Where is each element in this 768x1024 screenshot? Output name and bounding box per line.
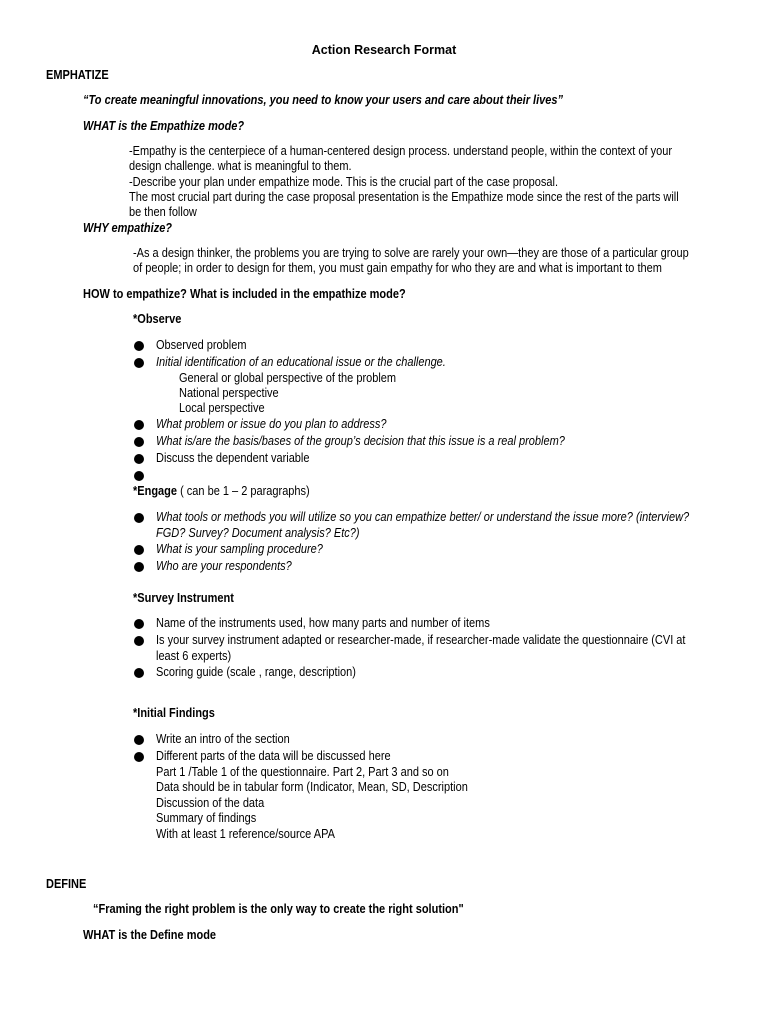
bullet-icon bbox=[134, 358, 144, 368]
document-title: Action Research Format bbox=[311, 43, 457, 57]
observe-item-1: Observed problem bbox=[156, 338, 247, 352]
findings-item-1: Write an intro of the section bbox=[156, 732, 290, 746]
bullet-icon bbox=[134, 636, 144, 646]
observe-item-5: Discuss the dependent variable bbox=[156, 451, 310, 465]
observe-item-2: Initial identification of an educational issue or the challenge. bbox=[156, 355, 446, 369]
bullet-icon bbox=[134, 513, 144, 523]
observe-heading: *Observe bbox=[133, 312, 182, 326]
findings-cont-3: Discussion of the data bbox=[156, 796, 265, 810]
emphatize-heading: EMPHATIZE bbox=[46, 68, 109, 82]
engage-item-2: What is your sampling procedure? bbox=[156, 542, 323, 556]
engage-item-3: Who are your respondents? bbox=[156, 559, 292, 573]
what-line-1: -Empathy is the centerpiece of a human-centered design process. understand people, within the context of your bbox=[129, 144, 672, 158]
survey-item-2-line-2: least 6 experts) bbox=[156, 649, 232, 663]
what-line-3: -Describe your plan under empathize mode. This is the crucial part of the case proposal. bbox=[129, 175, 559, 189]
what-line-2: design challenge. what is meaningful to them. bbox=[129, 159, 352, 173]
emphatize-quote: “To create meaningful innovations, you need to know your users and care about their lives” bbox=[83, 93, 564, 107]
findings-cont-2: Data should be in tabular form (Indicator, Mean, SD, Description bbox=[156, 780, 468, 794]
engage-heading-line bbox=[133, 484, 310, 499]
bullet-icon bbox=[134, 668, 144, 678]
findings-heading: *Initial Findings bbox=[133, 706, 215, 720]
how-empathize-heading: HOW to empathize? What is included in the empathize mode? bbox=[83, 287, 406, 301]
observe-sub-2: National perspective bbox=[179, 386, 279, 400]
survey-item-3: Scoring guide (scale , range, description) bbox=[156, 665, 356, 679]
define-heading: DEFINE bbox=[46, 877, 87, 891]
why-line-2: of people; in order to design for them, you must gain empathy for who they are and what is important to them bbox=[133, 261, 662, 275]
define-quote: “Framing the right problem is the only way to create the right solution" bbox=[93, 902, 464, 916]
bullet-icon bbox=[134, 735, 144, 745]
findings-cont-4: Summary of findings bbox=[156, 811, 257, 825]
observe-item-4: What is/are the basis/bases of the group’s decision that this issue is a real problem? bbox=[156, 434, 565, 448]
bullet-icon bbox=[134, 437, 144, 447]
observe-item-3: What problem or issue do you plan to address? bbox=[156, 417, 387, 431]
engage-note: ( can be 1 – 2 paragraphs) bbox=[177, 484, 310, 498]
engage-item-1-line-2: FGD? Survey? Document analysis? Etc?) bbox=[156, 526, 360, 540]
engage-heading: *Engage bbox=[133, 484, 178, 498]
observe-sub-1: General or global perspective of the problem bbox=[179, 371, 397, 385]
bullet-icon bbox=[134, 545, 144, 555]
what-line-4: The most crucial part during the case proposal presentation is the Empathize mode since the rest of the parts will bbox=[129, 190, 679, 204]
survey-heading: *Survey Instrument bbox=[133, 591, 234, 605]
findings-cont-5: With at least 1 reference/source APA bbox=[156, 827, 335, 841]
bullet-icon bbox=[134, 562, 144, 572]
bullet-icon bbox=[134, 471, 144, 481]
what-define-heading: WHAT is the Define mode bbox=[83, 928, 217, 942]
survey-item-2-line-1: Is your survey instrument adapted or researcher-made, if researcher-made validate the questionnaire (CVI at bbox=[156, 633, 686, 647]
what-line-5: be then follow bbox=[129, 205, 197, 219]
observe-sub-3: Local perspective bbox=[179, 401, 265, 415]
survey-item-1: Name of the instruments used, how many parts and number of items bbox=[156, 616, 490, 630]
bullet-icon bbox=[134, 341, 144, 351]
why-line-1: -As a design thinker, the problems you are trying to solve are rarely your own—they are those of a particular group bbox=[133, 246, 689, 260]
findings-item-2: Different parts of the data will be discussed here bbox=[156, 749, 391, 763]
bullet-icon bbox=[134, 420, 144, 430]
bullet-icon bbox=[134, 752, 144, 762]
why-empathize-heading: WHY empathize? bbox=[83, 221, 173, 235]
bullet-icon bbox=[134, 619, 144, 629]
engage-item-1-line-1: What tools or methods you will utilize so you can empathize better/ or understand the issue more? (interview? bbox=[156, 510, 690, 524]
what-empathize-heading: WHAT is the Empathize mode? bbox=[83, 119, 245, 133]
findings-cont-1: Part 1 /Table 1 of the questionnaire. Part 2, Part 3 and so on bbox=[156, 765, 449, 779]
bullet-icon bbox=[134, 454, 144, 464]
